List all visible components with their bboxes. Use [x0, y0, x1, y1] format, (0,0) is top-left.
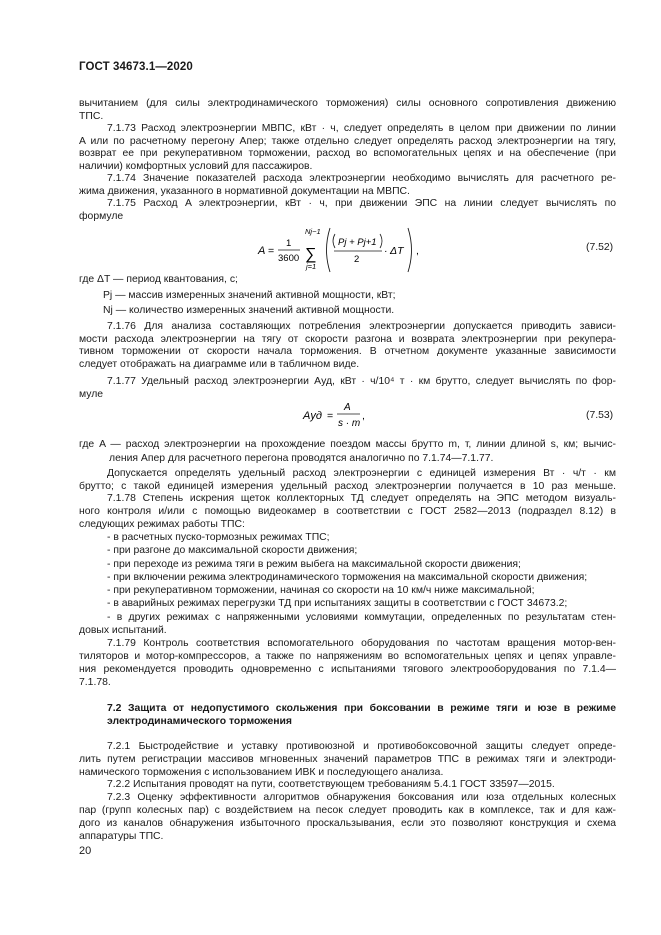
text-line: 7.1.76 Для анализа составляющих потребления электроэнергии допускается приводить зависи-: [107, 321, 616, 332]
text-line: 7.1.78 Степень искрения щеток коллекторных ТД следует определять на ЭПС методом визуаль-: [107, 493, 616, 504]
text-line: муле: [79, 389, 104, 400]
right-paren: [408, 228, 412, 272]
text-line: формуле: [79, 211, 124, 222]
sum-upper-limit: Nj−1: [305, 227, 321, 236]
section-heading: 7.2 Защита от недопустимого скольжения при боксовании в режиме тяги и юзе в режиме: [107, 703, 616, 714]
formula-eq: =: [327, 410, 334, 422]
text-line: брутто; с такой единицей измерения удельный расход электроэнергии получается в 10 раз меньше.: [79, 481, 616, 492]
text-line: 7.2.3 Оценку эффективности алгоритмов обнаружения боксования или юза отдельных колесных: [107, 792, 616, 803]
text-line: Pj — массив измеренных значений активной мощности, кВт;: [103, 290, 396, 301]
text-line: ного контроля и/или с помощью видеокамер в соответствии с ГОСТ 2582—2013 (подраздел 8.12) в: [79, 506, 616, 517]
sum-symbol: ∑: [305, 246, 317, 263]
text-line: 7.1.78.: [79, 677, 111, 688]
formula-num: A: [344, 402, 351, 413]
text-line: 7.1.79 Контроль соответствия вспомогательного оборудования по частотам вращения мотор-вен-: [107, 638, 616, 649]
list-item: - при включении режима электродинамического торможения на максимальной скорости движения;: [107, 572, 588, 583]
text-line: мости расхода электроэнергии на тягу от скорости разгона и возврата электроэнергии при рекупера-: [79, 334, 616, 345]
text-line: следует отображать на диаграмме или в табличном виде.: [79, 359, 360, 370]
equation-number: (7.53): [586, 410, 614, 421]
formula-comma: ,: [362, 410, 365, 422]
sum-lower-limit: j=1: [306, 262, 317, 271]
text-line: A или по расчетному перегону Aпер; также отдельно следует определять расход электроэнергии на тягу,: [79, 136, 616, 147]
formula-eq: =: [268, 245, 275, 257]
list-item: - в аварийных режимах перегрузки ТД при испытаниях защиты в соответствии с ГОСТ 34673.2;: [107, 598, 568, 609]
text-line: тиляторов и мотор-компрессоров, а также по напряжениям во вспомогательных цепях и цепях управле-: [79, 651, 616, 662]
equation-number: (7.52): [586, 242, 614, 253]
inner-right-paren: [380, 234, 382, 248]
text-line: намического торможения с использованием ИВК и последующего анализа.: [79, 767, 444, 778]
text-line: где A — расход электроэнергии на прохождение поездом массы брутто m, т, линии длиной s, км; вычис-: [79, 439, 616, 450]
text-line: ления Aпер для расчетного перегона проводятся аналогично по 7.1.74—7.1.77.: [109, 453, 494, 464]
text-line: ТПС.: [79, 111, 104, 122]
text-line: жима движения, указанного в нормативной документации на МВПС.: [79, 186, 410, 197]
inner-left-paren: [333, 234, 335, 248]
formula-den: s · m: [338, 418, 361, 429]
list-item: - при переходе из режима тяги в режим выбега на максимальной скорости движения;: [107, 559, 521, 570]
text-line: Nj — количество измеренных значений активной мощности.: [103, 305, 395, 316]
inner-num: Pj + Pj+1: [338, 237, 377, 248]
text-line: 7.1.75 Расход A электроэнергии, кВт · ч, при движении ЭПС на линии следует вычислять по: [107, 198, 616, 209]
list-item: - в других режимах с напряженными условиями коммутации, определенных по результатам стен-: [107, 612, 616, 623]
formula-num: 1: [286, 238, 292, 249]
text-line: наличии) комфортных условий для пассажиров.: [79, 161, 313, 172]
text-line: 7.2.2 Испытания проводят на пути, соответствующем требованиям 5.4.1 ГОСТ 33597—2015.: [107, 779, 555, 790]
formula-den: 3600: [278, 253, 300, 264]
text-line: 7.2.1 Быстродействие и уставку противоюзной и противобоксовочной защиты следует опреде-: [107, 741, 616, 752]
text-line: 7.1.73 Расход электроэнергии МВПС, кВт · ч, следует определять в целом при движении по линии: [107, 123, 616, 134]
document-header: ГОСТ 34673.1—2020: [79, 61, 193, 73]
text-line: лить путем регистрации массивов мгновенных значений параметров ТПС в режимах тяги и электроди-: [79, 754, 616, 765]
formula-tail: · ΔT: [384, 245, 404, 257]
text-line: 7.1.77 Удельный расход электроэнергии Aуд, кВт · ч/10⁴ т · км брутто, следует вычислять по фор-: [107, 376, 616, 387]
text-line: вычитанием (для силы электродинамического торможения) силы основного сопротивления движению: [79, 98, 616, 109]
text-line: ния рекомендуется проводить одновременно с испытаниями тягового электрооборудования по 7.1.4—: [79, 664, 616, 675]
formula-lhs: A: [258, 245, 266, 257]
list-item: - при разгоне до максимальной скорости движения;: [107, 545, 358, 556]
text-line: возврат ее при рекуперативном торможении, расход во вспомогательных цепях и на обеспечение (при: [79, 148, 616, 159]
list-item: - при рекуперативном торможении, начиная со скорости на 10 км/ч ниже максимальной;: [107, 585, 535, 596]
page-number: 20: [79, 845, 92, 857]
text-line: аппаратуры ТПС.: [79, 831, 164, 842]
text-line: пар (групп колесных пар) с воздействием на песок следует проводить как в комплексе, так и для каж-: [79, 805, 616, 816]
text-line: довых испытаний.: [79, 625, 167, 636]
formula-7-52: [250, 224, 430, 276]
text-line: Допускается определять удельный расход электроэнергии c единицей измерения Вт · ч/т · км: [107, 468, 616, 479]
formula-7-53: [300, 398, 380, 434]
left-paren: [327, 228, 331, 272]
section-heading: электродинамического торможения: [107, 716, 292, 727]
formula-lhs: Aуд: [303, 410, 322, 422]
formula-comma: ,: [416, 245, 419, 257]
list-item: - в расчетных пуско-тормозных режимах ТПС;: [107, 532, 330, 543]
inner-den: 2: [354, 254, 360, 265]
text-line: тивном торможении от скорости начала торможения. В отчетном документе указанные зависимости: [79, 346, 616, 357]
text-line: дого из каналов обнаружения избыточного проскальзывания, если это позволяют конструкция и схема: [79, 818, 616, 829]
text-line: где ΔT — период квантования, с;: [79, 274, 238, 285]
text-line: 7.1.74 Значение показателей расхода электроэнергии необходимо вычислять для расчетного ре-: [107, 173, 616, 184]
text-line: следующих режимах работы ТПС:: [79, 519, 245, 530]
